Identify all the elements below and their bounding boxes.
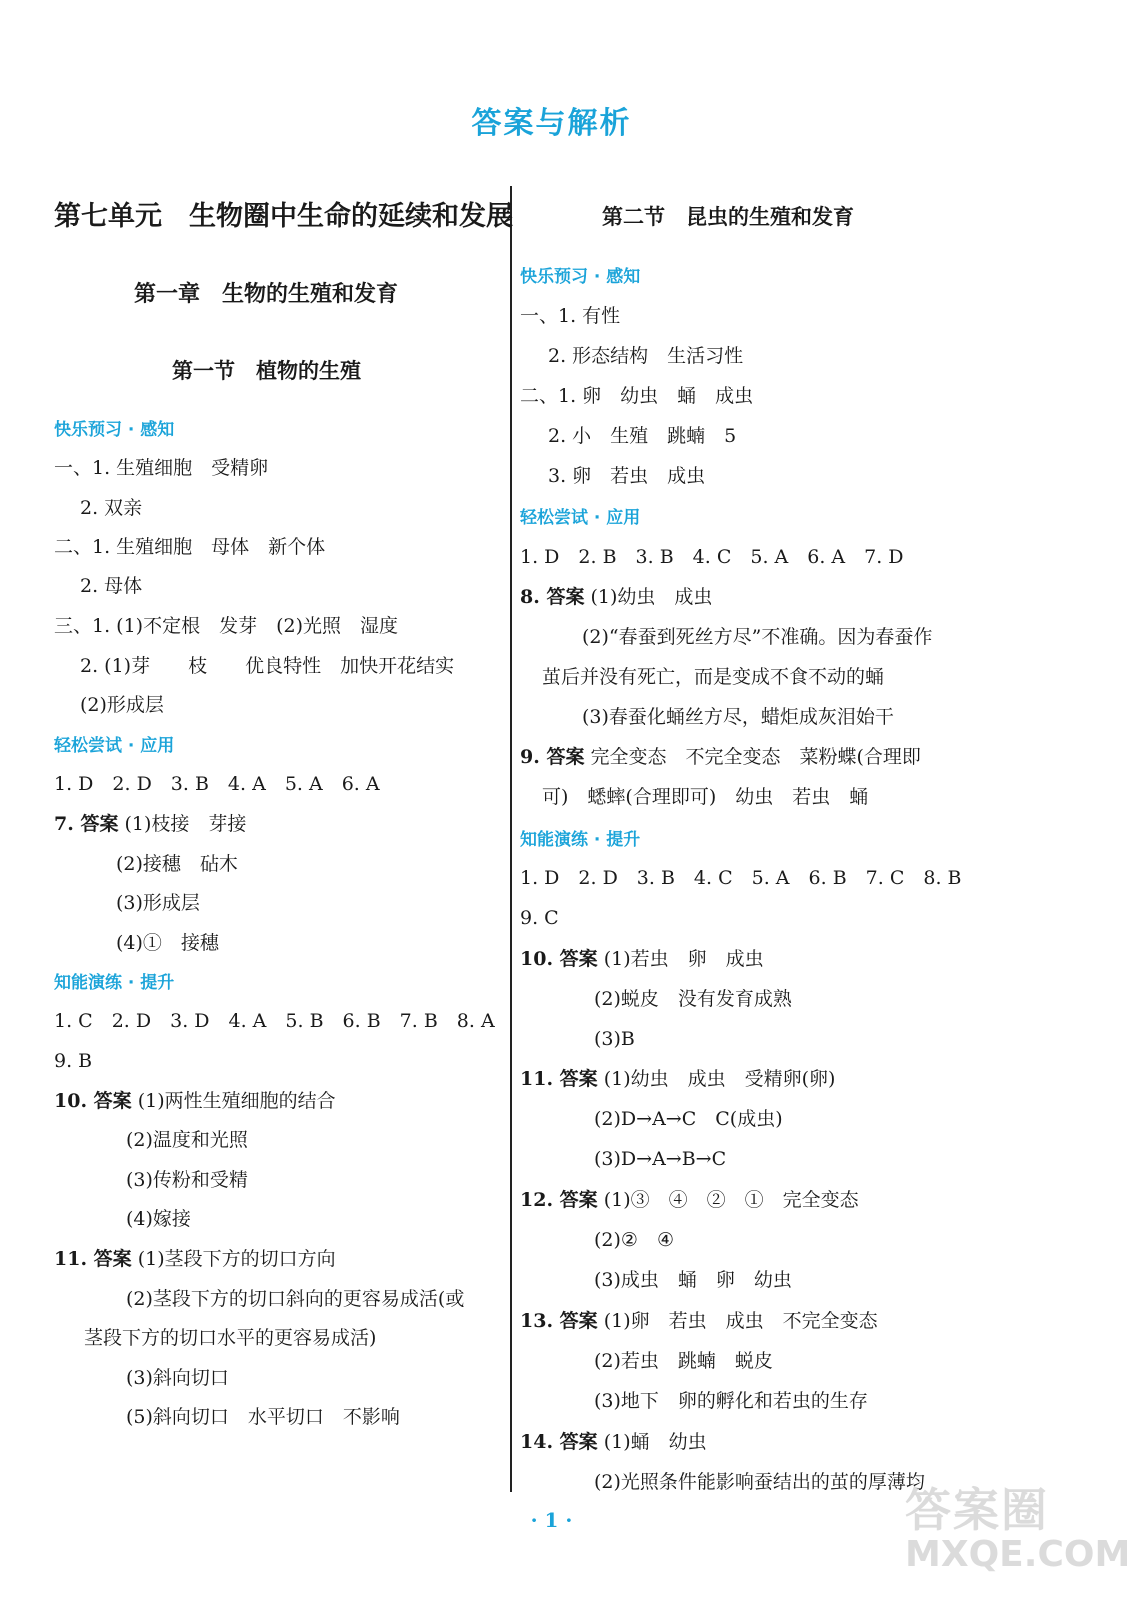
answer-line: (2)蜕皮 没有发育成熟	[594, 988, 792, 1010]
answer-line: (4)① 接穗	[116, 932, 219, 954]
answer-line	[520, 584, 712, 610]
section-title: 第一节 植物的生殖	[172, 358, 361, 383]
answer-line: (2)温度和光照	[126, 1129, 248, 1151]
answer-text: (1)幼虫 成虫	[590, 586, 713, 608]
answer-line	[54, 811, 246, 837]
answer-text: (1)幼虫 成虫 受精卵(卵)	[603, 1068, 836, 1090]
subheading-improve: 知能演练 · 提升	[54, 973, 175, 993]
answer-line: 1. D 2. D 3. B 4. C 5. A 6. B 7. C 8. B	[520, 867, 962, 889]
answer-line: (2)D→A→C C(成虫)	[594, 1108, 783, 1130]
answer-text: (1)茎段下方的切口方向	[137, 1248, 336, 1270]
answer-line: (3)地下 卵的孵化和若虫的生存	[594, 1390, 868, 1412]
page-number: · 1 ·	[530, 1508, 573, 1532]
answer-line: (3)春蚕化蛹丝方尽，蜡炬成灰泪始干	[582, 706, 894, 728]
answer-label: 14. 答案	[520, 1431, 598, 1453]
answer-label: 9. 答案	[520, 746, 585, 768]
subheading-try: 轻松尝试 · 应用	[520, 508, 641, 528]
answer-label: 7. 答案	[54, 813, 119, 835]
column-divider	[510, 186, 512, 1492]
answer-label: 8. 答案	[520, 586, 585, 608]
answer-text: (1)③ ④ ② ① 完全变态	[603, 1189, 859, 1211]
answer-line: (2)“春蚕到死丝方尽”不准确。因为春蚕作	[582, 626, 933, 648]
answer-line	[520, 744, 921, 770]
answer-line	[520, 946, 764, 972]
watermark-logo: 答案圈	[905, 1483, 1049, 1537]
subheading-try: 轻松尝试 · 应用	[54, 736, 175, 756]
answer-line	[520, 1429, 707, 1455]
answer-label: 10. 答案	[520, 948, 598, 970]
answer-line: 可) 蟋蟀(合理即可) 幼虫 若虫 蛹	[542, 786, 869, 808]
answer-label: 11. 答案	[54, 1248, 132, 1270]
answer-line	[54, 1088, 336, 1114]
answer-line: (3)传粉和受精	[126, 1169, 248, 1191]
answer-line: (2)茎段下方的切口斜向的更容易成活(或	[126, 1288, 465, 1310]
answer-line: 2. 形态结构 生活习性	[548, 345, 744, 367]
watermark-url: MXQE.COM	[905, 1534, 1130, 1575]
answer-line: 三、1. (1)不定根 发芽 (2)光照 湿度	[54, 615, 398, 637]
answer-line: (3)D→A→B→C	[594, 1148, 727, 1170]
answer-line	[520, 1308, 878, 1334]
answer-line: 9. C	[520, 907, 559, 929]
answer-line: 2. (1)芽 枝 优良特性 加快开花结实	[80, 655, 455, 677]
answer-line: 2. 母体	[80, 575, 143, 597]
answer-line	[520, 1066, 835, 1092]
answer-line: 二、1. 卵 幼虫 蛹 成虫	[520, 385, 754, 407]
answer-line: 1. C 2. D 3. D 4. A 5. B 6. B 7. B 8. A	[54, 1010, 495, 1032]
answer-line: 一、1. 生殖细胞 受精卵	[54, 457, 269, 479]
answer-text: 完全变态 不完全变态 菜粉蝶(合理即	[590, 746, 921, 768]
answer-line: 一、1. 有性	[520, 305, 621, 327]
subheading-improve: 知能演练 · 提升	[520, 830, 641, 850]
answer-line	[54, 1246, 336, 1272]
answer-line: 1. D 2. D 3. B 4. A 5. A 6. A	[54, 773, 380, 795]
chapter-title: 第一章 生物的生殖和发育	[134, 281, 399, 307]
answer-line: (2)若虫 跳蝻 蜕皮	[594, 1350, 773, 1372]
answer-line: (3)斜向切口	[126, 1367, 229, 1389]
answer-line: (2)光照条件能影响蚕结出的茧的厚薄均	[594, 1471, 925, 1493]
answer-line: (2)接穗 砧木	[116, 853, 238, 875]
answer-line: 茎段下方的切口水平的更容易成活)	[84, 1327, 377, 1349]
answer-line: (3)形成层	[116, 892, 200, 914]
answer-line: 茧后并没有死亡，而是变成不食不动的蛹	[542, 666, 885, 688]
answer-label: 13. 答案	[520, 1310, 598, 1332]
answer-line	[520, 1187, 859, 1213]
answer-label: 11. 答案	[520, 1068, 598, 1090]
subheading-preview: 快乐预习 · 感知	[54, 420, 175, 440]
answer-line: (2)形成层	[80, 694, 164, 716]
answer-line: 二、1. 生殖细胞 母体 新个体	[54, 536, 326, 558]
answer-line: (4)嫁接	[126, 1208, 191, 1230]
answer-text: (1)蛹 幼虫	[603, 1431, 707, 1453]
section-title: 第二节 昆虫的生殖和发育	[602, 204, 854, 229]
answer-line: 2. 小 生殖 跳蝻 5	[548, 425, 737, 447]
watermark	[905, 1474, 1130, 1594]
page-title: 答案与解析	[471, 106, 632, 141]
answer-line: (3)B	[594, 1028, 635, 1050]
answer-line: (2)② ④	[594, 1229, 674, 1251]
unit-title: 第七单元 生物圈中生命的延续和发展	[54, 201, 513, 232]
answer-text: (1)卵 若虫 成虫 不完全变态	[603, 1310, 878, 1332]
answer-line: 9. B	[54, 1050, 93, 1072]
answer-line: 1. D 2. B 3. B 4. C 5. A 6. A 7. D	[520, 546, 904, 568]
answer-line: 2. 双亲	[80, 497, 143, 519]
answer-text: (1)枝接 芽接	[124, 813, 247, 835]
answer-label: 12. 答案	[520, 1189, 598, 1211]
answer-label: 10. 答案	[54, 1090, 132, 1112]
answer-line: (3)成虫 蛹 卵 幼虫	[594, 1269, 792, 1291]
answer-line: 3. 卵 若虫 成虫	[548, 465, 706, 487]
answer-text: (1)两性生殖细胞的结合	[137, 1090, 336, 1112]
subheading-preview: 快乐预习 · 感知	[520, 267, 641, 287]
answer-text: (1)若虫 卵 成虫	[603, 948, 764, 970]
answer-line: (5)斜向切口 水平切口 不影响	[126, 1406, 400, 1428]
